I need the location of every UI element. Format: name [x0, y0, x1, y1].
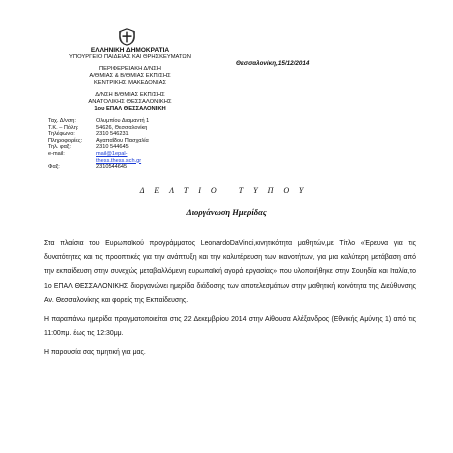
contact-row	[48, 164, 176, 171]
contact-label	[48, 158, 96, 165]
email-link[interactable]: mail@1epal-	[96, 150, 128, 157]
greek-coat-of-arms-icon	[118, 28, 136, 46]
contact-value: 2310 544645	[96, 144, 129, 151]
contact-value: 54626, Θεσσαλονίκη	[96, 124, 148, 131]
body-paragraph: Η παρουσία σας τιμητική για μας.	[44, 349, 146, 357]
contact-row	[48, 118, 176, 125]
email-link-continued[interactable]: thess.thess.sch.gr	[96, 157, 142, 164]
directorate-line-2: ΑΝΑΤΟΛΙΚΗΣ ΘΕΣΣΑΛΟΝΙΚΗΣ	[88, 99, 172, 105]
contact-value: 2310 546231	[96, 131, 129, 138]
directorate-line-1: Δ/ΝΣΗ Β/ΘΜΙΑΣ ΕΚΠ/ΣΗΣ	[95, 92, 165, 98]
school-name: 1ου ΕΠΑΛ ΘΕΣΣΑΛΟΝΙΚΗ	[94, 106, 166, 112]
contact-label: Ταχ. Δ/νση:	[48, 118, 76, 124]
contact-row	[48, 144, 176, 151]
contact-table	[48, 118, 176, 171]
body-text	[44, 237, 416, 366]
contact-label: e-mail:	[48, 150, 65, 157]
body-paragraph: Η παραπάνω ημερίδα πραγματοποιείται στις 22 Δεκεμβρίου 2014 στην Αίθουσα Αλέξανδρος (Εθνικής Αμύνης 1) από τις 11:00πμ. έως τις 12:30μμ.	[44, 316, 416, 338]
body-paragraph: Στα πλαίσια του Ευρωπαϊκού προγράμματος LeonardoDaVinci,κινητικότητα μαθητών,με Τίτλο «Έρευνα για τις δυνατότητες και τις προοπτικές για την ανάπτυξη και την καλυτέρευση των ικανοτήτων, για μια καλύτερη μετάβαση από την εκπαίδευση στην συνεχώς μεταβαλλόμενη ευρωπαϊκή αγορά εργασίας» που υλοποιήθηκε στην Σουηδία και Ιταλία,το 1ο ΕΠΑΛ ΘΕΣΣΑΛΟΝΙΚΗΣ διοργανώνει ημερίδα διάδοσης των αποτελεσμάτων στην μαθητική κοινότητα της Διεύθυνσης Αν. Θεσσαλονίκης και φορείς της Εκπαίδευσης.	[44, 240, 416, 304]
contact-row	[48, 158, 176, 165]
region-line-2: Α/ΘΜΙΑΣ & Β/ΘΜΙΑΣ ΕΚΠ/ΣΗΣ	[89, 73, 171, 79]
contact-value: Αγαπαΐδου Πασχαλία	[96, 137, 149, 144]
contact-label: Πληροφορίες:	[48, 137, 83, 144]
contact-label: Τηλέφωνο:	[48, 131, 75, 138]
contact-label: Τηλ. φαξ:	[48, 144, 71, 151]
contact-row	[48, 151, 176, 158]
contact-row	[48, 138, 176, 145]
contact-label: Τ.Κ. – Πόλη:	[48, 124, 79, 131]
region-line-3: ΚΕΝΤΡΙΚΗΣ ΜΑΚΕΔΟΝΙΑΣ	[93, 80, 167, 86]
contact-value: 2310544645	[96, 164, 128, 171]
place-date: Θεσσαλονίκη,15/12/2014	[236, 60, 310, 67]
government-name: ΕΛΛΗΝΙΚΗ ΔΗΜΟΚΡΑΤΙΑ	[90, 47, 170, 54]
contact-value: Ολυμπίου Διαμαντή 1	[96, 118, 150, 124]
region-line-1: ΠΕΡΙΦΕΡΕΙΑΚΗ Δ/ΝΣΗ	[98, 66, 161, 72]
contact-row	[48, 131, 176, 138]
subject-heading: Διοργάνωση Ημερίδας	[186, 207, 267, 217]
contact-label: Φαξ:	[48, 164, 60, 171]
ministry-name: ΥΠΟΥΡΓΕΙΟ ΠΑΙΔΕΙΑΣ ΚΑΙ ΘΡΗΣΚΕΥΜΑΤΩΝ	[69, 54, 191, 60]
press-release-title: ΔΕΛΤΙΟ ΤΥΠΟΥ	[139, 186, 314, 195]
